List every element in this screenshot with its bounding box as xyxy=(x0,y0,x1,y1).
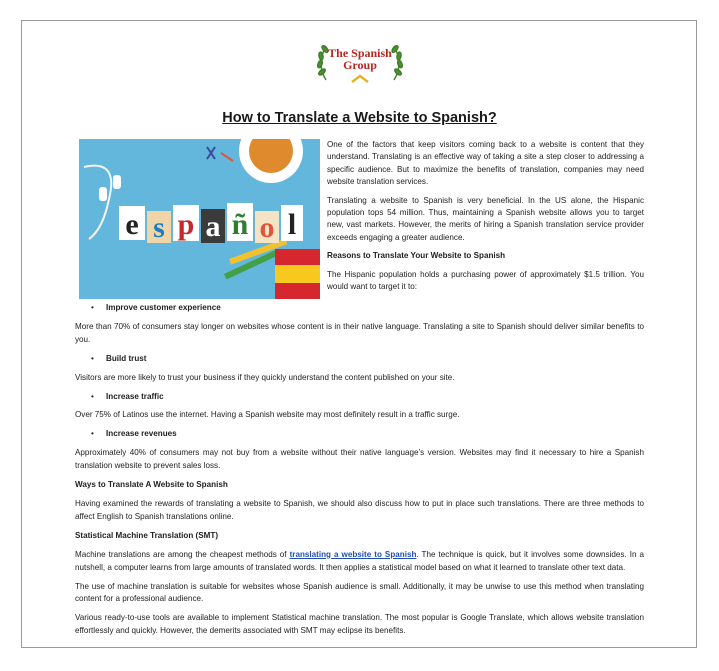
body-paragraph: Over 75% of Latinos use the internet. Having a Spanish website may most definitely result in a traffic surge. xyxy=(75,410,460,420)
page-title: How to Translate a Website to Spanish? xyxy=(222,110,497,126)
intro-paragraph: The Hispanic population holds a purchasing power of approximately $1.5 trillion. You would want to target it to: xyxy=(327,269,644,292)
bullet-item: • Increase revenues xyxy=(75,428,644,441)
hero-letter: o xyxy=(259,211,275,244)
section-heading-reasons: Reasons to Translate Your Website to Spanish xyxy=(327,251,506,261)
body-paragraph: The use of machine translation is suitable for websites whose Spanish audience is small. Additionally, it may be unwise to use this method when translating content for a professional audience. xyxy=(75,581,644,604)
hero-letter: p xyxy=(177,208,195,241)
translation-link[interactable]: translating a website to Spanish xyxy=(289,549,417,559)
the-spanish-group-logo xyxy=(312,38,408,86)
bullet-item: • Improve customer experience xyxy=(75,302,644,315)
bullet-item: • Increase traffic xyxy=(75,391,644,404)
body-paragraph: Having examined the rewards of translating a website to Spanish, we should also discuss how to put in place such translations. There are three methods to affect English to Spanish translations online. xyxy=(75,498,644,521)
body-paragraph: Various ready-to-use tools are available to implement Statistical machine translation. The most popular is Google Translate, which allows website translation effortlessly and quickly. However, the demerits associated with SMT may eclipse its benefits. xyxy=(75,613,644,636)
paragraph-text: . The technique is quick, but it involves some downsides. In a nutshell, a computer learns from large amounts of translated words. It then applies a statistical model based on what it learned to translate other text data. xyxy=(75,549,645,572)
espanol-hero-image xyxy=(79,139,320,299)
bullet-item: • Build trust xyxy=(75,353,644,366)
article-body xyxy=(75,302,644,644)
body-paragraph xyxy=(75,549,644,575)
paragraph-text: Machine translations are among the cheapest methods of xyxy=(75,549,290,559)
body-paragraph: More than 70% of consumers stay longer on websites whose content is in their native language. Translating a site to Spanish should deliver similar benefits to you. xyxy=(75,321,644,344)
hero-letter: a xyxy=(205,210,221,243)
body-paragraph: Visitors are more likely to trust your business if they quickly understand the content published on your site. xyxy=(75,372,455,382)
intro-paragraph: One of the factors that keep visitors coming back to a website is content that they understand. Translating is an effective way of taking a site a step closer to addressing a specific audience. But to maximize the benefits of translation, companies may need website translation services. xyxy=(327,140,644,187)
logo-line2: Group xyxy=(343,58,377,72)
hero-letter: l xyxy=(287,208,297,241)
hero-letter: s xyxy=(153,211,165,244)
intro-column xyxy=(327,139,644,299)
logo-line1: The Spanish xyxy=(328,46,392,60)
hero-letter: ñ xyxy=(231,208,249,241)
intro-paragraph: Translating a website to Spanish is very beneficial. In the US alone, the Hispanic population tops 54 million. Thus, maintaining a Spanish website allows you to target new, vast markets. However, the merits of hiring a Spanish translation service provider exceeds engaging a greater audience. xyxy=(327,195,644,242)
body-paragraph: Approximately 40% of consumers may not buy from a website without their native language’s version. Websites may find it necessary to hire a Spanish translation website to prevent sales loss. xyxy=(75,448,644,471)
section-heading-smt: Statistical Machine Translation (SMT) xyxy=(75,530,219,540)
hero-letter: e xyxy=(125,208,139,241)
section-heading-ways: Ways to Translate A Website to Spanish xyxy=(75,480,228,490)
